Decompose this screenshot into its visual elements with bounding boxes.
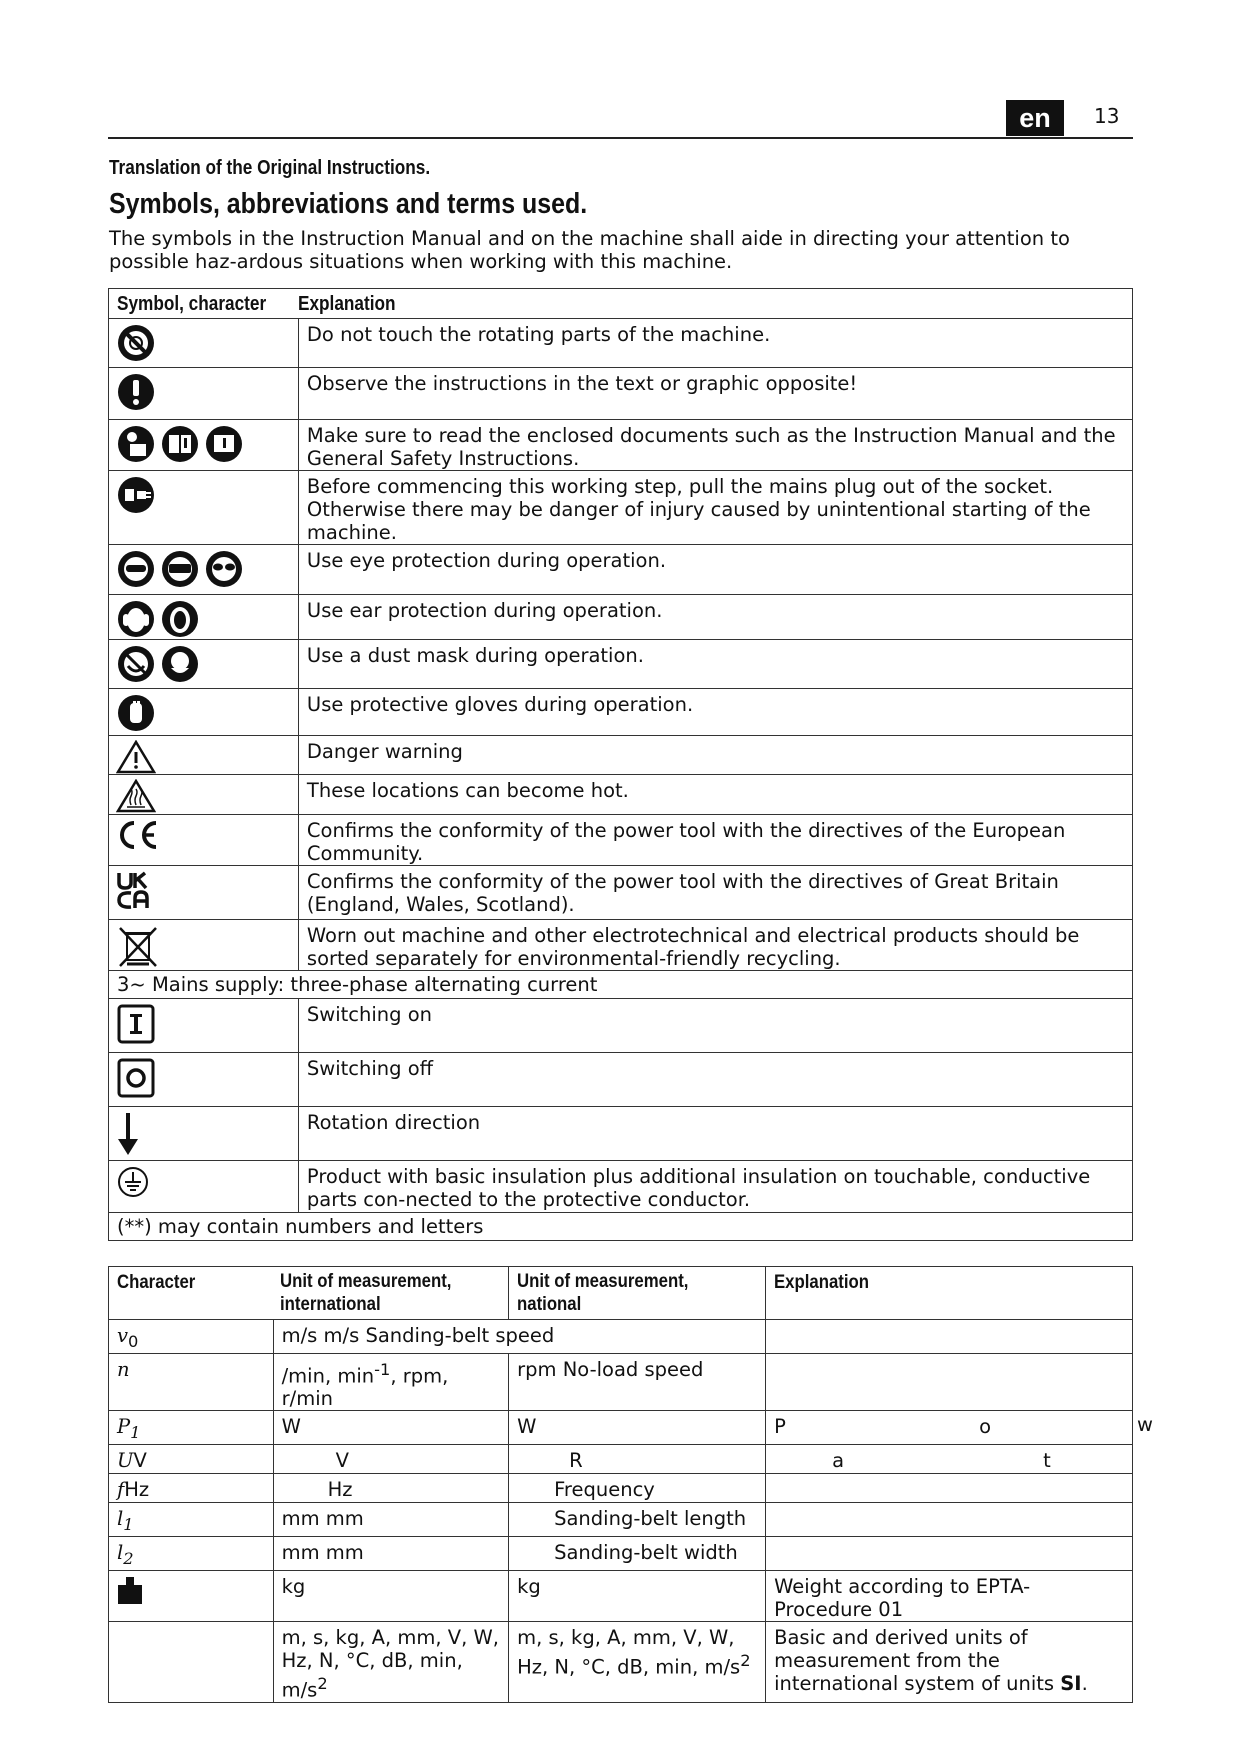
- explanation-cell: [766, 1353, 1133, 1411]
- unit-cell: R: [509, 1445, 766, 1474]
- unit-cell: Frequency: [509, 1474, 766, 1503]
- table-row: [109, 1161, 1133, 1213]
- explanation-cell: Danger warning: [298, 736, 1132, 775]
- table-row: [109, 1353, 1133, 1411]
- explanation-cell: [766, 1537, 1133, 1571]
- table-row: [109, 736, 1133, 775]
- intro-paragraph: The symbols in the Instruction Manual and on the machine shall aide in directing your attention to possible haz-ardous situations when working with this machine.: [109, 227, 1070, 273]
- face-shield-icon: [160, 549, 200, 589]
- table-row: [109, 640, 1133, 689]
- do-not-touch-rotating-icon: [116, 323, 156, 363]
- unit-cell: kg: [273, 1571, 509, 1622]
- table-row: [109, 815, 1133, 866]
- explanation-cell: P o: [766, 1411, 1133, 1445]
- unit-cell: m, s, kg, A, mm, V, W, Hz, N, °C, dB, min, $m/s^2$: [509, 1622, 766, 1703]
- table-row: [109, 595, 1133, 640]
- subtitle: Translation of the Original Instructions.: [109, 157, 431, 179]
- unit-cell: Sanding-belt width: [509, 1537, 766, 1571]
- symbols-table: [108, 288, 1133, 1241]
- char-cell: UV: [109, 1445, 274, 1474]
- char-cell: $P_1$: [109, 1411, 274, 1445]
- page-header: [108, 100, 1133, 139]
- unit-cell: W: [273, 1411, 509, 1445]
- ear-plugs-icon: [160, 599, 200, 639]
- table-row: [109, 1537, 1133, 1571]
- unit-cell: Sanding-belt length: [509, 1503, 766, 1537]
- explanation-cell: Use a dust mask during operation.: [298, 640, 1132, 689]
- header-unit-international: Unit of measurement, international: [273, 1267, 509, 1320]
- unit-cell: rpm No-load speed: [509, 1353, 766, 1411]
- header-unit-national: Unit of measurement, national: [509, 1267, 766, 1320]
- explanation-cell: Observe the instructions in the text or graphic opposite!: [298, 368, 1132, 420]
- table-row: [109, 1107, 1133, 1161]
- footnote-row: (**) may contain numbers and letters: [109, 1213, 1133, 1241]
- page-number: 13: [1094, 104, 1120, 128]
- table-row: [109, 368, 1133, 420]
- explanation-cell: [766, 1503, 1133, 1537]
- explanation-cell: [766, 1320, 1133, 1354]
- char-cell: $l_2$: [109, 1537, 274, 1571]
- safety-glasses-icon: [204, 549, 244, 589]
- gloves-icon: [116, 693, 156, 733]
- table-row: [109, 1503, 1133, 1537]
- page-title: Symbols, abbreviations and terms used.: [109, 188, 588, 220]
- ear-muffs-icon: [116, 599, 156, 639]
- explanation-cell: Do not touch the rotating parts of the machine.: [298, 319, 1132, 368]
- unit-cell: mm mm: [273, 1503, 509, 1537]
- hot-surface-icon: [116, 779, 156, 813]
- table-row: [109, 689, 1133, 736]
- overflow-char: w: [1137, 1413, 1153, 1436]
- explanation-cell: Make sure to read the enclosed documents such as the Instruction Manual and the General Safety Instructions.: [298, 420, 1132, 471]
- unit-cell: m, s, kg, A, mm, V, W, Hz, N, °C, dB, min, $m/s^2$: [273, 1622, 509, 1703]
- table-row: [109, 545, 1133, 595]
- explanation-cell: Switching on: [298, 999, 1132, 1053]
- char-cell: [109, 1622, 274, 1703]
- explanation-cell: Product with basic insulation plus additional insulation on touchable, conductive parts con-nected to the protective conductor.: [298, 1161, 1132, 1213]
- weight-icon: [116, 1575, 273, 1605]
- table-row: [109, 1622, 1133, 1703]
- unit-cell: Hz: [273, 1474, 509, 1503]
- units-table: [108, 1266, 1133, 1703]
- ukca-mark-icon: [116, 870, 150, 910]
- explanation-cell: Use protective gloves during operation.: [298, 689, 1132, 736]
- table-row: [109, 1474, 1133, 1503]
- explanation-cell: Use eye protection during operation.: [298, 545, 1132, 595]
- respirator-icon: [160, 644, 200, 684]
- explanation-cell: Worn out machine and other electrotechnical and electrical products should be sorted separately for environmental-friendly recycling.: [298, 920, 1132, 971]
- unit-cell: V: [273, 1445, 509, 1474]
- header-symbol: Symbol, character: [109, 289, 299, 319]
- weee-bin-icon: [116, 924, 160, 968]
- mandatory-exclamation-icon: [116, 372, 156, 412]
- explanation-cell: Confirms the conformity of the power tool with the directives of the European Community.: [298, 815, 1132, 866]
- explanation-cell: Confirms the conformity of the power tool with the directives of Great Britain (England, Wales, Scotland).: [298, 866, 1132, 920]
- mains-supply-row: 3~ Mains supply: three-phase alternating current: [109, 971, 1133, 999]
- char-cell: $v_0$: [109, 1320, 274, 1354]
- unit-cell: m/s m/s Sanding-belt speed: [273, 1320, 766, 1354]
- table-row: [109, 1411, 1133, 1445]
- table-row: [109, 999, 1133, 1053]
- table-row: [109, 1445, 1133, 1474]
- explanation-cell: Switching off: [298, 1053, 1132, 1107]
- table-row: [109, 1053, 1133, 1107]
- language-badge: en: [1006, 100, 1064, 136]
- explanation-cell: Weight according to EPTA-Procedure 01: [766, 1571, 1133, 1622]
- explanation-cell: [766, 1474, 1133, 1503]
- table-row: [109, 1571, 1133, 1622]
- protective-earth-icon: [116, 1165, 150, 1199]
- unit-cell: /min, $\min^{-1}$, rpm, r/min: [273, 1353, 509, 1411]
- explanation-cell: Rotation direction: [298, 1107, 1132, 1161]
- header-character: Character: [109, 1267, 274, 1320]
- header-explanation: Explanation: [766, 1267, 1133, 1320]
- table-row: [109, 319, 1133, 368]
- table-header-row: [109, 289, 1133, 319]
- explanation-cell: Before commencing this working step, pull the mains plug out of the socket. Otherwise there may be danger of injury caused by unintentional starting of the machine.: [298, 471, 1132, 545]
- char-cell: fHz: [109, 1474, 274, 1503]
- table-row: [109, 920, 1133, 971]
- table-row: [109, 1320, 1133, 1354]
- table-row: [109, 1213, 1133, 1241]
- read-documents-icon: [116, 424, 156, 464]
- explanation-cell: Basic and derived units of measurement from the international system of units SI.: [766, 1622, 1133, 1703]
- goggles-icon: [116, 549, 156, 589]
- ce-mark-icon: [116, 819, 160, 851]
- switch-on-icon: [116, 1003, 156, 1045]
- manual-book-icon: [160, 424, 200, 464]
- switch-off-icon: [116, 1057, 156, 1099]
- unit-cell: mm mm: [273, 1537, 509, 1571]
- char-cell: n: [109, 1353, 274, 1411]
- explanation-cell: a t: [766, 1445, 1133, 1474]
- rotation-arrow-icon: [116, 1111, 140, 1157]
- dust-mask-icon: [116, 644, 156, 684]
- table-row: [109, 971, 1133, 999]
- table-header-row: [109, 1267, 1133, 1320]
- unplug-mains-icon: [116, 475, 156, 515]
- info-manual-icon: [204, 424, 244, 464]
- table-row: [109, 866, 1133, 920]
- explanation-cell: Use ear protection during operation.: [298, 595, 1132, 640]
- unit-cell: kg: [509, 1571, 766, 1622]
- char-cell: [109, 1571, 274, 1622]
- table-row: [109, 420, 1133, 471]
- danger-warning-icon: [116, 740, 156, 774]
- unit-cell: W: [509, 1411, 766, 1445]
- table-row: [109, 471, 1133, 545]
- explanation-cell: These locations can become hot.: [298, 775, 1132, 815]
- header-explanation: Explanation: [298, 289, 1132, 319]
- table-row: [109, 775, 1133, 815]
- char-cell: $l_1$: [109, 1503, 274, 1537]
